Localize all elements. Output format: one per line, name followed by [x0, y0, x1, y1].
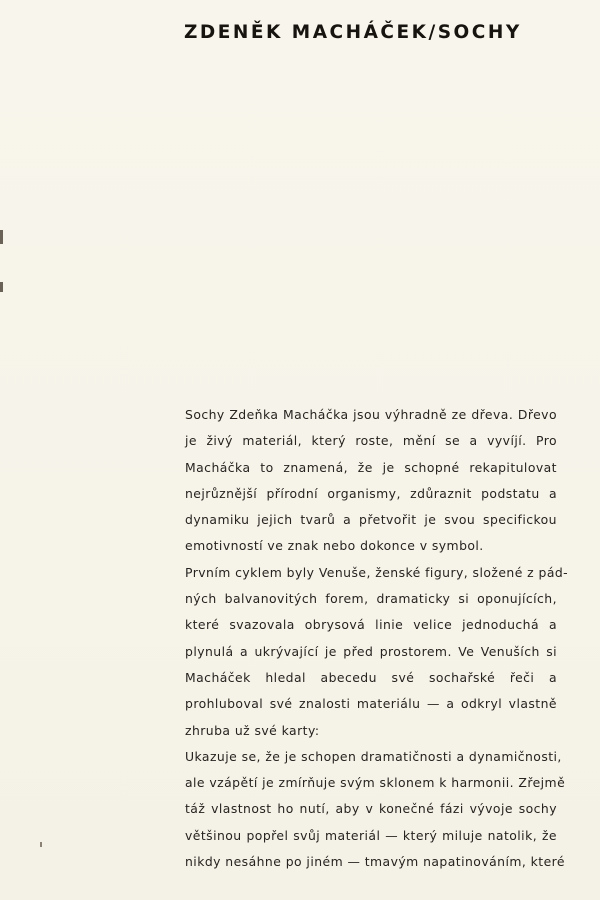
- page-title: ZDENĚK MACHÁČEK/SOCHY: [184, 22, 522, 43]
- text-line: nejrůznější přírodní organismy, zdůraznit podstatu a: [185, 485, 557, 501]
- text-line: Ukazuje se, že je schopen dramatičnosti a dynamičnosti,: [185, 748, 562, 764]
- text-line: táž vlastnost ho nutí, aby v konečné fázi vývoje sochy: [185, 801, 557, 817]
- text-line: ných balvanovitých forem, dramaticky si oponujících,: [185, 591, 557, 607]
- text-line: Sochy Zdeňka Macháčka jsou výhradně ze dřeva. Dřevo: [185, 407, 557, 422]
- text-line: ale vzápětí je zmírňuje svým sklonem k harmonii. Zřejmě: [185, 775, 566, 791]
- text-line: které svazovala obrysová linie velice jednoduchá a: [185, 617, 557, 633]
- text-line: plynulá a ukrývající je před prostorem. Ve Venuších si: [185, 643, 557, 659]
- text-line: většinou popřel svůj materiál — který miluje natolik, že: [185, 827, 557, 843]
- text-line: zhruba už své karty:: [185, 722, 320, 738]
- page-edge-mark: [0, 282, 3, 292]
- body-text: [185, 402, 569, 875]
- page-edge-mark: [0, 230, 3, 244]
- text-line: emotivností ve znak nebo dokonce v symbol.: [185, 538, 484, 554]
- ink-speck: [40, 842, 42, 847]
- text-line: dynamiku jejich tvarů a přetvořit je svou specifickou: [185, 512, 557, 528]
- text-line: Macháček hledal abecedu své sochařské řeči a: [185, 669, 557, 685]
- text-line: je živý materiál, který roste, mění se a vyvíjí. Pro: [185, 433, 557, 449]
- text-line: prohluboval své znalosti materiálu — a odkryl vlastně: [185, 696, 557, 712]
- text-line: Prvním cyklem byly Venuše, ženské figury, složené z pád-: [185, 564, 569, 580]
- text-line: nikdy nesáhne po jiném — tmavým napatinováním, které: [185, 854, 565, 870]
- text-line: Macháčka to znamená, že je schopné rekapitulovat: [185, 459, 557, 475]
